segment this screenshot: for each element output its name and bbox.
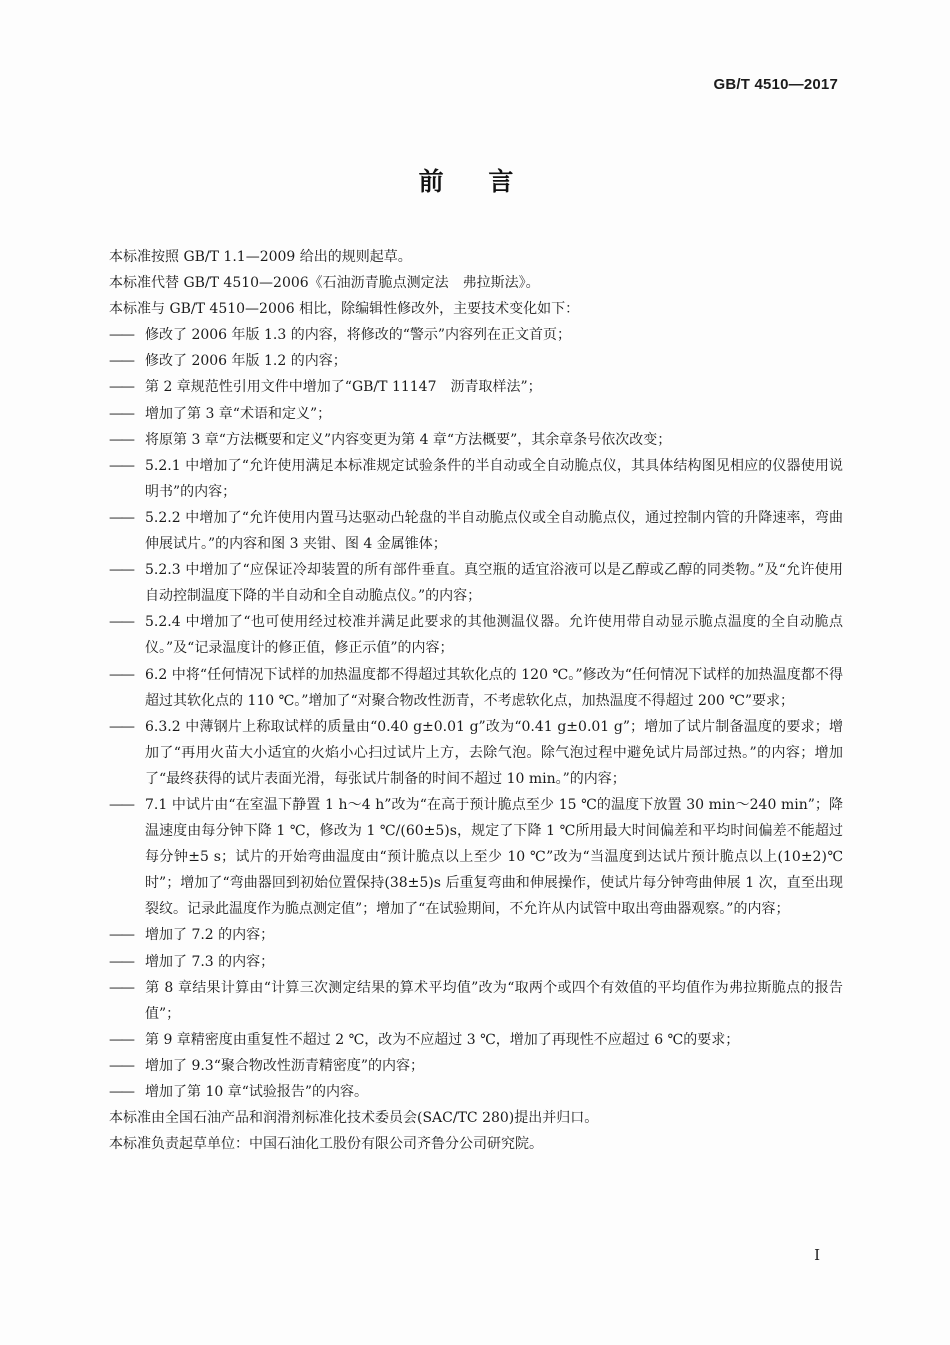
change-item-text: 修改了 2006 年版 1.2 的内容； [145,353,347,370]
page-number: I [814,1246,820,1264]
change-item-text: 6.3.2 中薄钢片上称取试样的质量由“0.40 g±0.01 g”改为“0.41 g±0.01 g”；增加了试片制备温度的要求；增加了“再用火苗大小适宜的火焰小心扫过试片上方，去除气泡。除气泡过程中避免试片局部过热。”的内容；增加了“最终获得的试片表面光滑，每张试片制备的时间不超过 10 min。”的内容； [145,718,843,787]
change-list-item [109,401,843,427]
change-list-item [109,949,843,975]
change-list-item [109,1027,843,1053]
standard-number: GB/T 4510—2017 [713,76,838,93]
change-item-text: 第 8 章结果计算由“计算三次测定结果的算术平均值”改为“取两个或四个有效值的平均值作为弗拉斯脆点的报告值”； [145,979,843,1022]
change-item-text: 增加了第 3 章“术语和定义”； [145,405,332,422]
change-item-text: 6.2 中将“任何情况下试样的加热温度都不得超过其软化点的 120 ℃。”修改为“任何情况下试样的加热温度都不得超过其软化点的 110 ℃。”增加了“对聚合物改性沥青，不考虑软化点，加热温度不得超过 200 ℃”要求； [145,666,843,709]
change-list-item [109,922,843,948]
em-dash: —— [109,1084,133,1100]
em-dash: —— [109,509,133,526]
change-item-text: 第 9 章精密度由重复性不超过 2 ℃，改为不应超过 3 ℃，增加了再现性不应超过 6 ℃的要求； [145,1031,740,1048]
change-item-text: 5.2.4 中增加了“也可使用经过校准并满足此要求的其他测温仪器。允许使用带自动显示脆点温度的全自动脆点仪。”及“记录温度计的修正值，修正示值”的内容； [145,614,843,657]
change-item-text: 增加了 7.2 的内容； [145,927,275,944]
change-item-text: 5.2.3 中增加了“应保证冷却装置的所有部件垂直。真空瓶的适宜浴液可以是乙醇或乙醇的同类物。”及“允许使用自动控制温度下降的半自动和全自动脆点仪。”的内容； [145,562,843,605]
change-list-item [109,1079,843,1105]
change-list-item [109,662,843,714]
closing-paragraph: 本标准负责起草单位：中国石油化工股份有限公司齐鲁分公司研究院。 [109,1136,543,1153]
em-dash: —— [109,614,133,631]
em-dash: —— [109,431,133,448]
em-dash: —— [109,379,133,396]
page-title: 前 言 [418,167,532,196]
em-dash: —— [109,718,133,735]
em-dash: —— [109,979,133,996]
intro-paragraph: 本标准按照 GB/T 1.1—2009 给出的规则起草。 [109,249,412,265]
em-dash: —— [109,953,133,970]
change-item-text: 7.1 中试片由“在室温下静置 1 h～4 h”改为“在高于预计脆点至少 15 ℃的温度下放置 30 min～240 min”；降温速度由每分钟下降 1 ℃，修改为 1 ℃/(60±5)s，规定了下降 1 ℃所用最大时间偏差和平均时间偏差不能超过每分钟±5 s；试片的开始弯曲温度由“预计脆点以上至少 10 ℃”改为“当温度到达试片预计脆点以上(10±2)℃时”；增加了“弯曲器回到初始位置保持(38±5)s 后重复弯曲和伸展操作，使试片每分钟弯曲伸展 1 次，直至出现裂纹。记录此温度作为脆点测定值”；增加了“在试验期间，不允许从内试管中取出弯曲器观察。”的内容； [145,796,843,918]
intro-paragraph: 本标准代替 GB/T 4510—2006《石油沥青脆点测定法 弗拉斯法》。 [109,275,540,292]
change-list-item [109,427,843,453]
change-list-item [109,374,843,400]
change-item-text: 增加了第 10 章“试验报告”的内容。 [145,1084,369,1100]
foreword-body [109,244,843,1157]
change-list-item [109,714,843,792]
change-list-item [109,453,843,505]
change-item-text: 增加了 7.3 的内容； [145,953,275,970]
em-dash: —— [109,1057,133,1074]
change-item-text: 修改了 2006 年版 1.3 的内容，将修改的“警示”内容列在正文首页； [145,327,572,344]
em-dash: —— [109,353,133,370]
change-list-item [109,975,843,1027]
change-list-item [109,322,843,348]
change-item-text: 5.2.1 中增加了“允许使用满足本标准规定试验条件的半自动或全自动脆点仪，其具体结构图见相应的仪器使用说明书”的内容； [145,457,843,500]
em-dash: —— [109,666,133,683]
em-dash: —— [109,796,133,813]
em-dash: —— [109,405,133,422]
change-item-text: 增加了 9.3“聚合物改性沥青精密度”的内容； [145,1057,425,1074]
change-item-text: 将原第 3 章“方法概要和定义”内容变更为第 4 章“方法概要”，其余章条号依次改变； [145,431,672,448]
change-list-item [109,505,843,557]
change-list-item [109,1053,843,1079]
change-list-item [109,792,843,922]
em-dash: —— [109,1031,133,1048]
intro-paragraph: 本标准与 GB/T 4510—2006 相比，除编辑性修改外，主要技术变化如下： [109,301,580,318]
change-list-item [109,348,843,374]
em-dash: —— [109,457,133,474]
change-list-item [109,557,843,609]
change-item-text: 5.2.2 中增加了“允许使用内置马达驱动凸轮盘的半自动脆点仪或全自动脆点仪，通过控制内管的升降速率，弯曲伸展试片。”的内容和图 3 夹钳、图 4 金属锥体； [145,509,843,553]
em-dash: —— [109,927,133,944]
change-list-item [109,609,843,661]
closing-paragraph: 本标准由全国石油产品和润滑剂标准化技术委员会(SAC/TC 280)提出并归口。 [109,1110,599,1127]
em-dash: —— [109,327,133,344]
change-item-text: 第 2 章规范性引用文件中增加了“GB/T 11147 沥青取样法”； [145,379,542,396]
em-dash: —— [109,562,133,579]
